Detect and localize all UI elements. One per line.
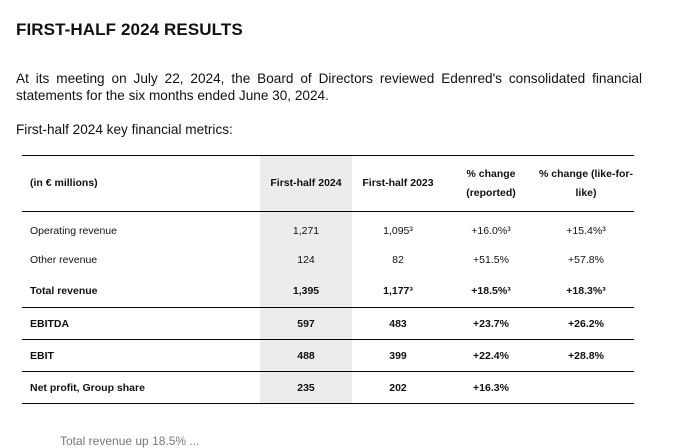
row-label: Operating revenue	[30, 224, 117, 237]
table-row	[22, 308, 634, 340]
cell-h1-2023: 202	[352, 372, 444, 404]
table-row	[22, 276, 634, 308]
header-units: (in € millions)	[22, 156, 260, 212]
cell-h1-2024: 488	[260, 340, 352, 372]
cut-off-bullet-text: Total revenue up 18.5% ...	[60, 434, 200, 448]
cell-lfl: +18.3%³	[538, 276, 634, 308]
cell-reported: +23.7%	[444, 308, 538, 340]
cell-h1-2023: 399	[352, 340, 444, 372]
table-header-row	[22, 156, 634, 212]
cell-lfl: +15.4%³	[566, 224, 606, 237]
table-row	[22, 340, 634, 372]
row-label: Other revenue	[30, 253, 98, 266]
cell-h1-2023: 483	[352, 308, 444, 340]
cell-h1-2024: 1,271	[260, 212, 352, 244]
cell-lfl: +28.8%	[538, 340, 634, 372]
cell-h1-2024: 597	[260, 308, 352, 340]
table-row	[22, 244, 634, 276]
header-h1-2024: First-half 2024	[260, 156, 352, 212]
cell-h1-2023: 1,095³	[383, 224, 413, 237]
page-title: FIRST-HALF 2024 RESULTS	[16, 20, 243, 39]
cell-h1-2024: 235	[260, 372, 352, 404]
financial-metrics-table	[22, 155, 634, 404]
row-label: Net profit, Group share	[22, 372, 260, 404]
cell-h1-2023: 1,177³	[352, 276, 444, 308]
cell-reported: +22.4%	[444, 340, 538, 372]
cell-h1-2023: 82	[392, 253, 404, 266]
cell-h1-2024: 1,395	[260, 276, 352, 308]
table-row	[22, 372, 634, 404]
cell-reported: +51.5%	[473, 253, 509, 266]
row-label: EBIT	[22, 340, 260, 372]
header-h1-2023: First-half 2023	[352, 156, 444, 212]
header-change-lfl: % change (like-for-like)	[538, 156, 634, 212]
table-caption: First-half 2024 key financial metrics:	[16, 122, 233, 137]
cell-lfl	[538, 372, 634, 404]
table-row	[22, 212, 634, 244]
cell-lfl: +26.2%	[538, 308, 634, 340]
row-label: EBITDA	[22, 308, 260, 340]
cell-h1-2024: 124	[260, 244, 352, 276]
cell-reported: +16.3%	[444, 372, 538, 404]
cell-lfl: +57.8%	[568, 253, 604, 266]
row-label: Total revenue	[22, 276, 260, 308]
intro-paragraph: At its meeting on July 22, 2024, the Board of Directors reviewed Edenred's consolidated financial statements for the six months ended June 30, 2024.	[16, 71, 642, 103]
header-change-reported: % change (reported)	[444, 156, 538, 212]
cell-reported: +16.0%³	[471, 224, 511, 237]
cell-reported: +18.5%³	[444, 276, 538, 308]
